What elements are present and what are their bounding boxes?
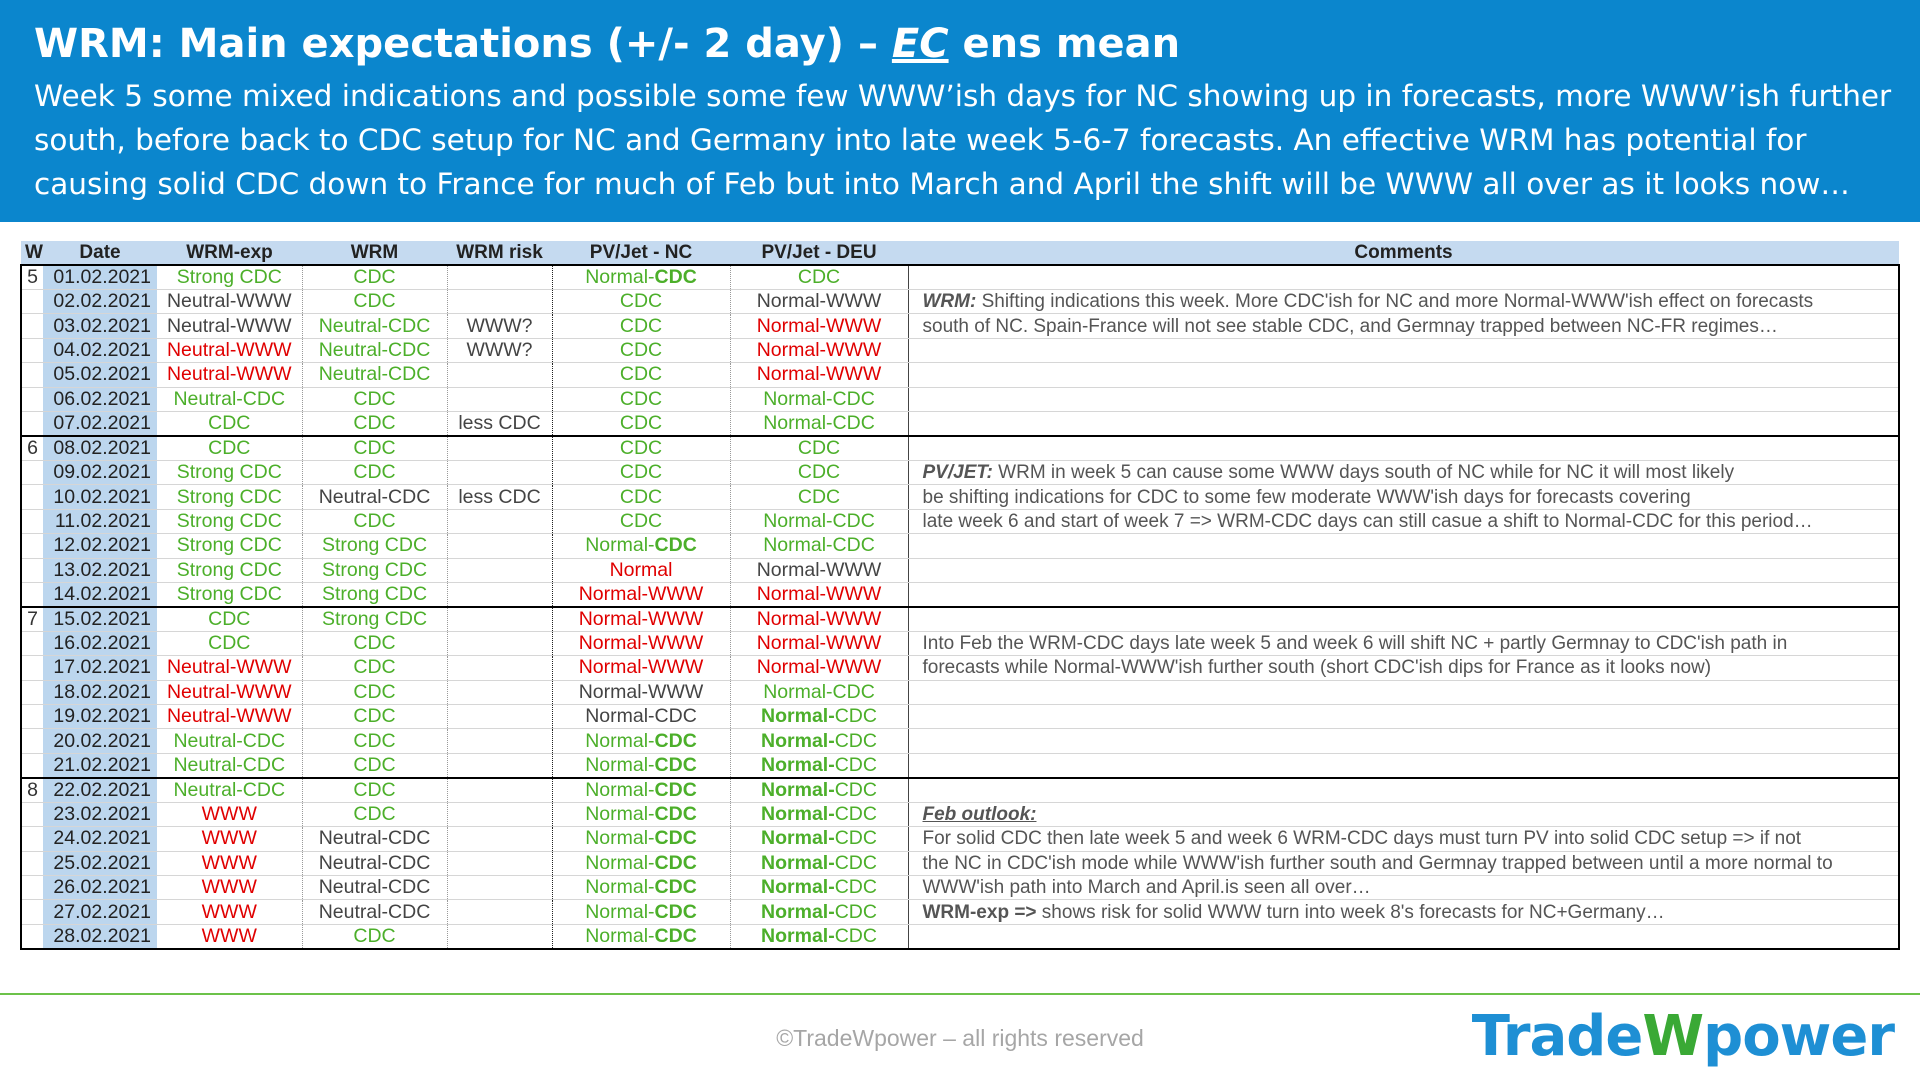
wrm-risk-cell xyxy=(447,582,552,607)
wrm-risk-cell xyxy=(447,534,552,558)
table-row xyxy=(21,265,1899,290)
pv-jet-deu-cell: Normal-CDC xyxy=(730,924,908,949)
date-cell: 13.02.2021 xyxy=(43,558,157,582)
comment-cell xyxy=(908,680,1899,704)
pv-jet-deu-cell: Normal-WWW xyxy=(730,363,908,387)
wrm-exp-cell: Strong CDC xyxy=(157,534,302,558)
wrm-risk-cell xyxy=(447,509,552,533)
comment-cell xyxy=(908,363,1899,387)
date-cell: 20.02.2021 xyxy=(43,729,157,753)
wrm-risk-cell xyxy=(447,924,552,949)
date-cell: 27.02.2021 xyxy=(43,900,157,924)
table-row xyxy=(21,656,1899,680)
wrm-exp-cell: CDC xyxy=(157,607,302,632)
wrm-cell: CDC xyxy=(302,387,447,411)
date-cell: 18.02.2021 xyxy=(43,680,157,704)
table-row xyxy=(21,729,1899,753)
table-row xyxy=(21,753,1899,778)
wrm-risk-cell xyxy=(447,900,552,924)
week-cell xyxy=(21,387,43,411)
wrm-cell: Neutral-CDC xyxy=(302,363,447,387)
comment-cell: the NC in CDC'ish mode while WWW'ish further south and Germnay trapped between until a more normal to xyxy=(908,851,1899,875)
date-cell: 17.02.2021 xyxy=(43,656,157,680)
pv-jet-deu-cell: Normal-CDC xyxy=(730,387,908,411)
comment-cell xyxy=(908,753,1899,778)
comment-cell xyxy=(908,436,1899,461)
wrm-exp-cell: WWW xyxy=(157,876,302,900)
comment-cell xyxy=(908,338,1899,362)
wrm-exp-cell: WWW xyxy=(157,924,302,949)
pv-jet-nc-cell: Normal-WWW xyxy=(552,582,730,607)
table-row xyxy=(21,631,1899,655)
pv-jet-deu-cell: CDC xyxy=(730,485,908,509)
wrm-cell: CDC xyxy=(302,631,447,655)
pv-jet-deu-cell: Normal-CDC xyxy=(730,705,908,729)
pv-jet-deu-cell: Normal-WWW xyxy=(730,582,908,607)
wrm-risk-cell xyxy=(447,290,552,314)
comment-cell xyxy=(908,607,1899,632)
pv-jet-deu-cell: Normal-CDC xyxy=(730,753,908,778)
wrm-cell: Neutral-CDC xyxy=(302,851,447,875)
comment-cell xyxy=(908,558,1899,582)
pv-jet-nc-cell: Normal-WWW xyxy=(552,656,730,680)
wrm-cell: CDC xyxy=(302,924,447,949)
table-row xyxy=(21,827,1899,851)
table-row xyxy=(21,460,1899,484)
pv-jet-deu-cell: Normal-CDC xyxy=(730,729,908,753)
wrm-risk-cell xyxy=(447,680,552,704)
week-cell xyxy=(21,631,43,655)
pv-jet-nc-cell: CDC xyxy=(552,314,730,338)
wrm-exp-cell: Strong CDC xyxy=(157,265,302,290)
table-row xyxy=(21,363,1899,387)
table-row xyxy=(21,558,1899,582)
wrm-cell: CDC xyxy=(302,705,447,729)
table-header-row xyxy=(21,241,1899,265)
comment-cell: Feb outlook: xyxy=(908,802,1899,826)
week-cell xyxy=(21,363,43,387)
summary-text xyxy=(34,74,1892,206)
title-ec-emphasis: EC xyxy=(891,21,949,67)
pv-jet-nc-cell: Normal-WWW xyxy=(552,631,730,655)
comment-cell: south of NC. Spain-France will not see stable CDC, and Germnay trapped between NC-FR regimes… xyxy=(908,314,1899,338)
wrm-risk-cell xyxy=(447,753,552,778)
wrm-exp-cell: Neutral-CDC xyxy=(157,387,302,411)
pv-jet-nc-cell: Normal-WWW xyxy=(552,680,730,704)
copyright-text: ©TradeWpower – all rights reserved xyxy=(776,1025,1144,1051)
wrm-exp-cell: CDC xyxy=(157,631,302,655)
date-cell: 14.02.2021 xyxy=(43,582,157,607)
wrm-exp-cell: Strong CDC xyxy=(157,582,302,607)
pv-jet-nc-cell: Normal-CDC xyxy=(552,827,730,851)
pv-jet-deu-cell: Normal-WWW xyxy=(730,314,908,338)
pv-jet-deu-cell: Normal-WWW xyxy=(730,631,908,655)
wrm-exp-cell: Neutral-WWW xyxy=(157,314,302,338)
wrm-exp-cell: WWW xyxy=(157,827,302,851)
pv-jet-nc-cell: Normal-CDC xyxy=(552,876,730,900)
wrm-exp-cell: Neutral-WWW xyxy=(157,290,302,314)
wrm-exp-cell: Neutral-WWW xyxy=(157,338,302,362)
pv-jet-nc-cell: Normal-CDC xyxy=(552,753,730,778)
date-cell: 25.02.2021 xyxy=(43,851,157,875)
date-cell: 28.02.2021 xyxy=(43,924,157,949)
wrm-cell: Strong CDC xyxy=(302,534,447,558)
date-cell: 04.02.2021 xyxy=(43,338,157,362)
pv-jet-nc-cell: Normal-CDC xyxy=(552,729,730,753)
pv-jet-nc-cell: CDC xyxy=(552,387,730,411)
date-cell: 06.02.2021 xyxy=(43,387,157,411)
summary-line: south, before back to CDC setup for NC and Germany into late week 5-6-7 forecasts. An effective WRM has potential for xyxy=(34,123,1807,157)
pv-jet-nc-cell: Normal-CDC xyxy=(552,851,730,875)
comment-cell: be shifting indications for CDC to some few moderate WWW'ish days for forecasts covering xyxy=(908,485,1899,509)
week-cell: 8 xyxy=(21,778,43,803)
wrm-exp-cell: Neutral-CDC xyxy=(157,778,302,803)
week-cell: 5 xyxy=(21,265,43,290)
wrm-exp-cell: WWW xyxy=(157,802,302,826)
wrm-risk-cell xyxy=(447,802,552,826)
pv-jet-nc-cell: CDC xyxy=(552,436,730,461)
wrm-exp-cell: CDC xyxy=(157,436,302,461)
wrm-cell: CDC xyxy=(302,753,447,778)
date-cell: 22.02.2021 xyxy=(43,778,157,803)
wrm-exp-cell: Neutral-WWW xyxy=(157,705,302,729)
comment-cell: WRM: Shifting indications this week. More CDC'ish for NC and more Normal-WWW'ish effect on forecasts xyxy=(908,290,1899,314)
pv-jet-nc-cell: Normal-CDC xyxy=(552,705,730,729)
wrm-risk-cell: less CDC xyxy=(447,485,552,509)
wrm-risk-cell xyxy=(447,558,552,582)
wrm-cell: Neutral-CDC xyxy=(302,314,447,338)
date-cell: 26.02.2021 xyxy=(43,876,157,900)
wrm-cell: Neutral-CDC xyxy=(302,827,447,851)
comment-cell xyxy=(908,705,1899,729)
week-cell xyxy=(21,753,43,778)
pv-jet-deu-cell: Normal-CDC xyxy=(730,900,908,924)
week-cell xyxy=(21,705,43,729)
pv-jet-nc-cell: Normal-CDC xyxy=(552,265,730,290)
wrm-exp-cell: WWW xyxy=(157,900,302,924)
comment-cell: late week 6 and start of week 7 => WRM-CDC days can still casue a shift to Normal-CDC for this period… xyxy=(908,509,1899,533)
week-cell xyxy=(21,411,43,436)
wrm-cell: CDC xyxy=(302,265,447,290)
pv-jet-deu-cell: Normal-CDC xyxy=(730,411,908,436)
pv-jet-deu-cell: Normal-CDC xyxy=(730,680,908,704)
table-row xyxy=(21,876,1899,900)
title-banner xyxy=(0,0,1920,222)
wrm-risk-cell xyxy=(447,705,552,729)
table-row xyxy=(21,705,1899,729)
date-cell: 07.02.2021 xyxy=(43,411,157,436)
table-row xyxy=(21,509,1899,533)
pv-jet-nc-cell: Normal-CDC xyxy=(552,534,730,558)
col-header-wrm-risk: WRM risk xyxy=(447,241,552,265)
table-row xyxy=(21,680,1899,704)
pv-jet-nc-cell: Normal-CDC xyxy=(552,900,730,924)
comment-cell: Into Feb the WRM-CDC days late week 5 and week 6 will shift NC + partly Germnay to CDC'ish path in xyxy=(908,631,1899,655)
table-row xyxy=(21,387,1899,411)
wrm-cell: CDC xyxy=(302,802,447,826)
wrm-cell: CDC xyxy=(302,460,447,484)
wrm-exp-cell: CDC xyxy=(157,411,302,436)
week-cell xyxy=(21,534,43,558)
date-cell: 08.02.2021 xyxy=(43,436,157,461)
wrm-risk-cell xyxy=(447,827,552,851)
wrm-risk-cell: WWW? xyxy=(447,314,552,338)
table-row xyxy=(21,314,1899,338)
summary-line: Week 5 some mixed indications and possible some few WWW’ish days for NC showing up in forecasts, more WWW’ish further xyxy=(34,79,1892,113)
week-cell xyxy=(21,338,43,362)
wrm-cell: Neutral-CDC xyxy=(302,876,447,900)
comment-cell xyxy=(908,582,1899,607)
wrm-cell: CDC xyxy=(302,411,447,436)
wrm-exp-cell: Neutral-WWW xyxy=(157,680,302,704)
pv-jet-deu-cell: Normal-WWW xyxy=(730,656,908,680)
table-row xyxy=(21,924,1899,949)
week-cell xyxy=(21,827,43,851)
pv-jet-nc-cell: CDC xyxy=(552,290,730,314)
wrm-risk-cell: WWW? xyxy=(447,338,552,362)
week-cell xyxy=(21,290,43,314)
week-cell xyxy=(21,900,43,924)
col-header-week: W xyxy=(21,241,43,265)
comment-cell: forecasts while Normal-WWW'ish further south (short CDC'ish dips for France as it looks now) xyxy=(908,656,1899,680)
pv-jet-deu-cell: Normal-WWW xyxy=(730,290,908,314)
page-title: WRM: Main expectations (+/- 2 day) – EC ens mean xyxy=(34,21,1181,67)
date-cell: 21.02.2021 xyxy=(43,753,157,778)
table-row xyxy=(21,338,1899,362)
table-row xyxy=(21,802,1899,826)
table-row xyxy=(21,436,1899,461)
table-row xyxy=(21,582,1899,607)
wrm-risk-cell xyxy=(447,460,552,484)
col-header-date: Date xyxy=(43,241,157,265)
table-row xyxy=(21,851,1899,875)
wrm-risk-cell xyxy=(447,729,552,753)
pv-jet-nc-cell: Normal-WWW xyxy=(552,607,730,632)
pv-jet-deu-cell: Normal-CDC xyxy=(730,851,908,875)
wrm-risk-cell xyxy=(447,607,552,632)
wrm-exp-cell: Neutral-CDC xyxy=(157,729,302,753)
table-row xyxy=(21,778,1899,803)
wrm-cell: CDC xyxy=(302,729,447,753)
pv-jet-deu-cell: Normal-CDC xyxy=(730,778,908,803)
comment-cell xyxy=(908,534,1899,558)
date-cell: 01.02.2021 xyxy=(43,265,157,290)
table-row xyxy=(21,900,1899,924)
date-cell: 16.02.2021 xyxy=(43,631,157,655)
wrm-exp-cell: Strong CDC xyxy=(157,460,302,484)
week-cell xyxy=(21,485,43,509)
comment-cell xyxy=(908,265,1899,290)
pv-jet-deu-cell: Normal-CDC xyxy=(730,534,908,558)
wrm-exp-cell: Neutral-WWW xyxy=(157,656,302,680)
comment-cell xyxy=(908,924,1899,949)
comment-cell: For solid CDC then late week 5 and week 6 WRM-CDC days must turn PV into solid CDC setup => if not xyxy=(908,827,1899,851)
col-header-wrm-exp: WRM-exp xyxy=(157,241,302,265)
pv-jet-nc-cell: Normal xyxy=(552,558,730,582)
pv-jet-nc-cell: CDC xyxy=(552,509,730,533)
wrm-risk-cell xyxy=(447,778,552,803)
week-cell xyxy=(21,729,43,753)
week-cell xyxy=(21,582,43,607)
pv-jet-deu-cell: CDC xyxy=(730,265,908,290)
expectations-table xyxy=(20,241,1900,950)
wrm-risk-cell xyxy=(447,851,552,875)
pv-jet-deu-cell: Normal-CDC xyxy=(730,827,908,851)
date-cell: 09.02.2021 xyxy=(43,460,157,484)
week-cell xyxy=(21,314,43,338)
footer-divider xyxy=(0,993,1920,995)
comment-cell xyxy=(908,729,1899,753)
wrm-risk-cell: less CDC xyxy=(447,411,552,436)
wrm-cell: Neutral-CDC xyxy=(302,485,447,509)
week-cell xyxy=(21,509,43,533)
wrm-cell: CDC xyxy=(302,509,447,533)
wrm-cell: CDC xyxy=(302,778,447,803)
table-row xyxy=(21,485,1899,509)
pv-jet-deu-cell: CDC xyxy=(730,436,908,461)
comment-cell xyxy=(908,778,1899,803)
date-cell: 03.02.2021 xyxy=(43,314,157,338)
comment-cell: PV/JET: WRM in week 5 can cause some WWW days south of NC while for NC it will most likely xyxy=(908,460,1899,484)
pv-jet-nc-cell: CDC xyxy=(552,338,730,362)
table-row xyxy=(21,411,1899,436)
wrm-risk-cell xyxy=(447,436,552,461)
comment-cell: WRM-exp => shows risk for solid WWW turn into week 8's forecasts for NC+Germany… xyxy=(908,900,1899,924)
wrm-cell: Neutral-CDC xyxy=(302,900,447,924)
pv-jet-deu-cell: Normal-WWW xyxy=(730,338,908,362)
col-header-pv-jet-nc: PV/Jet - NC xyxy=(552,241,730,265)
pv-jet-nc-cell: Normal-CDC xyxy=(552,802,730,826)
wrm-cell: Strong CDC xyxy=(302,582,447,607)
wrm-risk-cell xyxy=(447,656,552,680)
week-cell: 6 xyxy=(21,436,43,461)
pv-jet-deu-cell: Normal-CDC xyxy=(730,876,908,900)
week-cell: 7 xyxy=(21,607,43,632)
wrm-risk-cell xyxy=(447,387,552,411)
week-cell xyxy=(21,851,43,875)
date-cell: 19.02.2021 xyxy=(43,705,157,729)
wrm-cell: CDC xyxy=(302,436,447,461)
wrm-exp-cell: WWW xyxy=(157,851,302,875)
week-cell xyxy=(21,460,43,484)
pv-jet-deu-cell: CDC xyxy=(730,460,908,484)
col-header-wrm: WRM xyxy=(302,241,447,265)
pv-jet-nc-cell: CDC xyxy=(552,363,730,387)
table-row xyxy=(21,534,1899,558)
date-cell: 11.02.2021 xyxy=(43,509,157,533)
wrm-cell: Strong CDC xyxy=(302,558,447,582)
wrm-risk-cell xyxy=(447,876,552,900)
wrm-exp-cell: Strong CDC xyxy=(157,509,302,533)
summary-line: causing solid CDC down to France for much of Feb but into March and April the shift will be WWW all over as it looks now… xyxy=(34,167,1850,201)
date-cell: 05.02.2021 xyxy=(43,363,157,387)
table-row xyxy=(21,607,1899,632)
wrm-cell: CDC xyxy=(302,656,447,680)
week-cell xyxy=(21,656,43,680)
pv-jet-deu-cell: Normal-WWW xyxy=(730,607,908,632)
wrm-exp-cell: Neutral-WWW xyxy=(157,363,302,387)
date-cell: 02.02.2021 xyxy=(43,290,157,314)
table-row xyxy=(21,290,1899,314)
col-header-pv-jet-deu: PV/Jet - DEU xyxy=(730,241,908,265)
pv-jet-nc-cell: Normal-CDC xyxy=(552,924,730,949)
wrm-risk-cell xyxy=(447,631,552,655)
comment-cell: WWW'ish path into March and April.is seen all over… xyxy=(908,876,1899,900)
table-body xyxy=(21,265,1899,949)
wrm-cell: CDC xyxy=(302,290,447,314)
week-cell xyxy=(21,558,43,582)
date-cell: 10.02.2021 xyxy=(43,485,157,509)
date-cell: 24.02.2021 xyxy=(43,827,157,851)
wrm-risk-cell xyxy=(447,363,552,387)
pv-jet-nc-cell: CDC xyxy=(552,460,730,484)
wrm-exp-cell: Strong CDC xyxy=(157,485,302,509)
col-header-comments: Comments xyxy=(908,241,1899,265)
comment-cell xyxy=(908,411,1899,436)
tradewpower-logo: TradeWpower xyxy=(1471,1004,1894,1069)
date-cell: 12.02.2021 xyxy=(43,534,157,558)
wrm-exp-cell: Strong CDC xyxy=(157,558,302,582)
comment-cell xyxy=(908,387,1899,411)
date-cell: 23.02.2021 xyxy=(43,802,157,826)
week-cell xyxy=(21,680,43,704)
wrm-risk-cell xyxy=(447,265,552,290)
week-cell xyxy=(21,802,43,826)
pv-jet-nc-cell: CDC xyxy=(552,411,730,436)
date-cell: 15.02.2021 xyxy=(43,607,157,632)
week-cell xyxy=(21,924,43,949)
pv-jet-deu-cell: Normal-CDC xyxy=(730,509,908,533)
wrm-cell: Strong CDC xyxy=(302,607,447,632)
wrm-exp-cell: Neutral-CDC xyxy=(157,753,302,778)
wrm-cell: CDC xyxy=(302,680,447,704)
pv-jet-nc-cell: CDC xyxy=(552,485,730,509)
pv-jet-deu-cell: Normal-CDC xyxy=(730,802,908,826)
week-cell xyxy=(21,876,43,900)
wrm-cell: Neutral-CDC xyxy=(302,338,447,362)
pv-jet-nc-cell: Normal-CDC xyxy=(552,778,730,803)
pv-jet-deu-cell: Normal-WWW xyxy=(730,558,908,582)
